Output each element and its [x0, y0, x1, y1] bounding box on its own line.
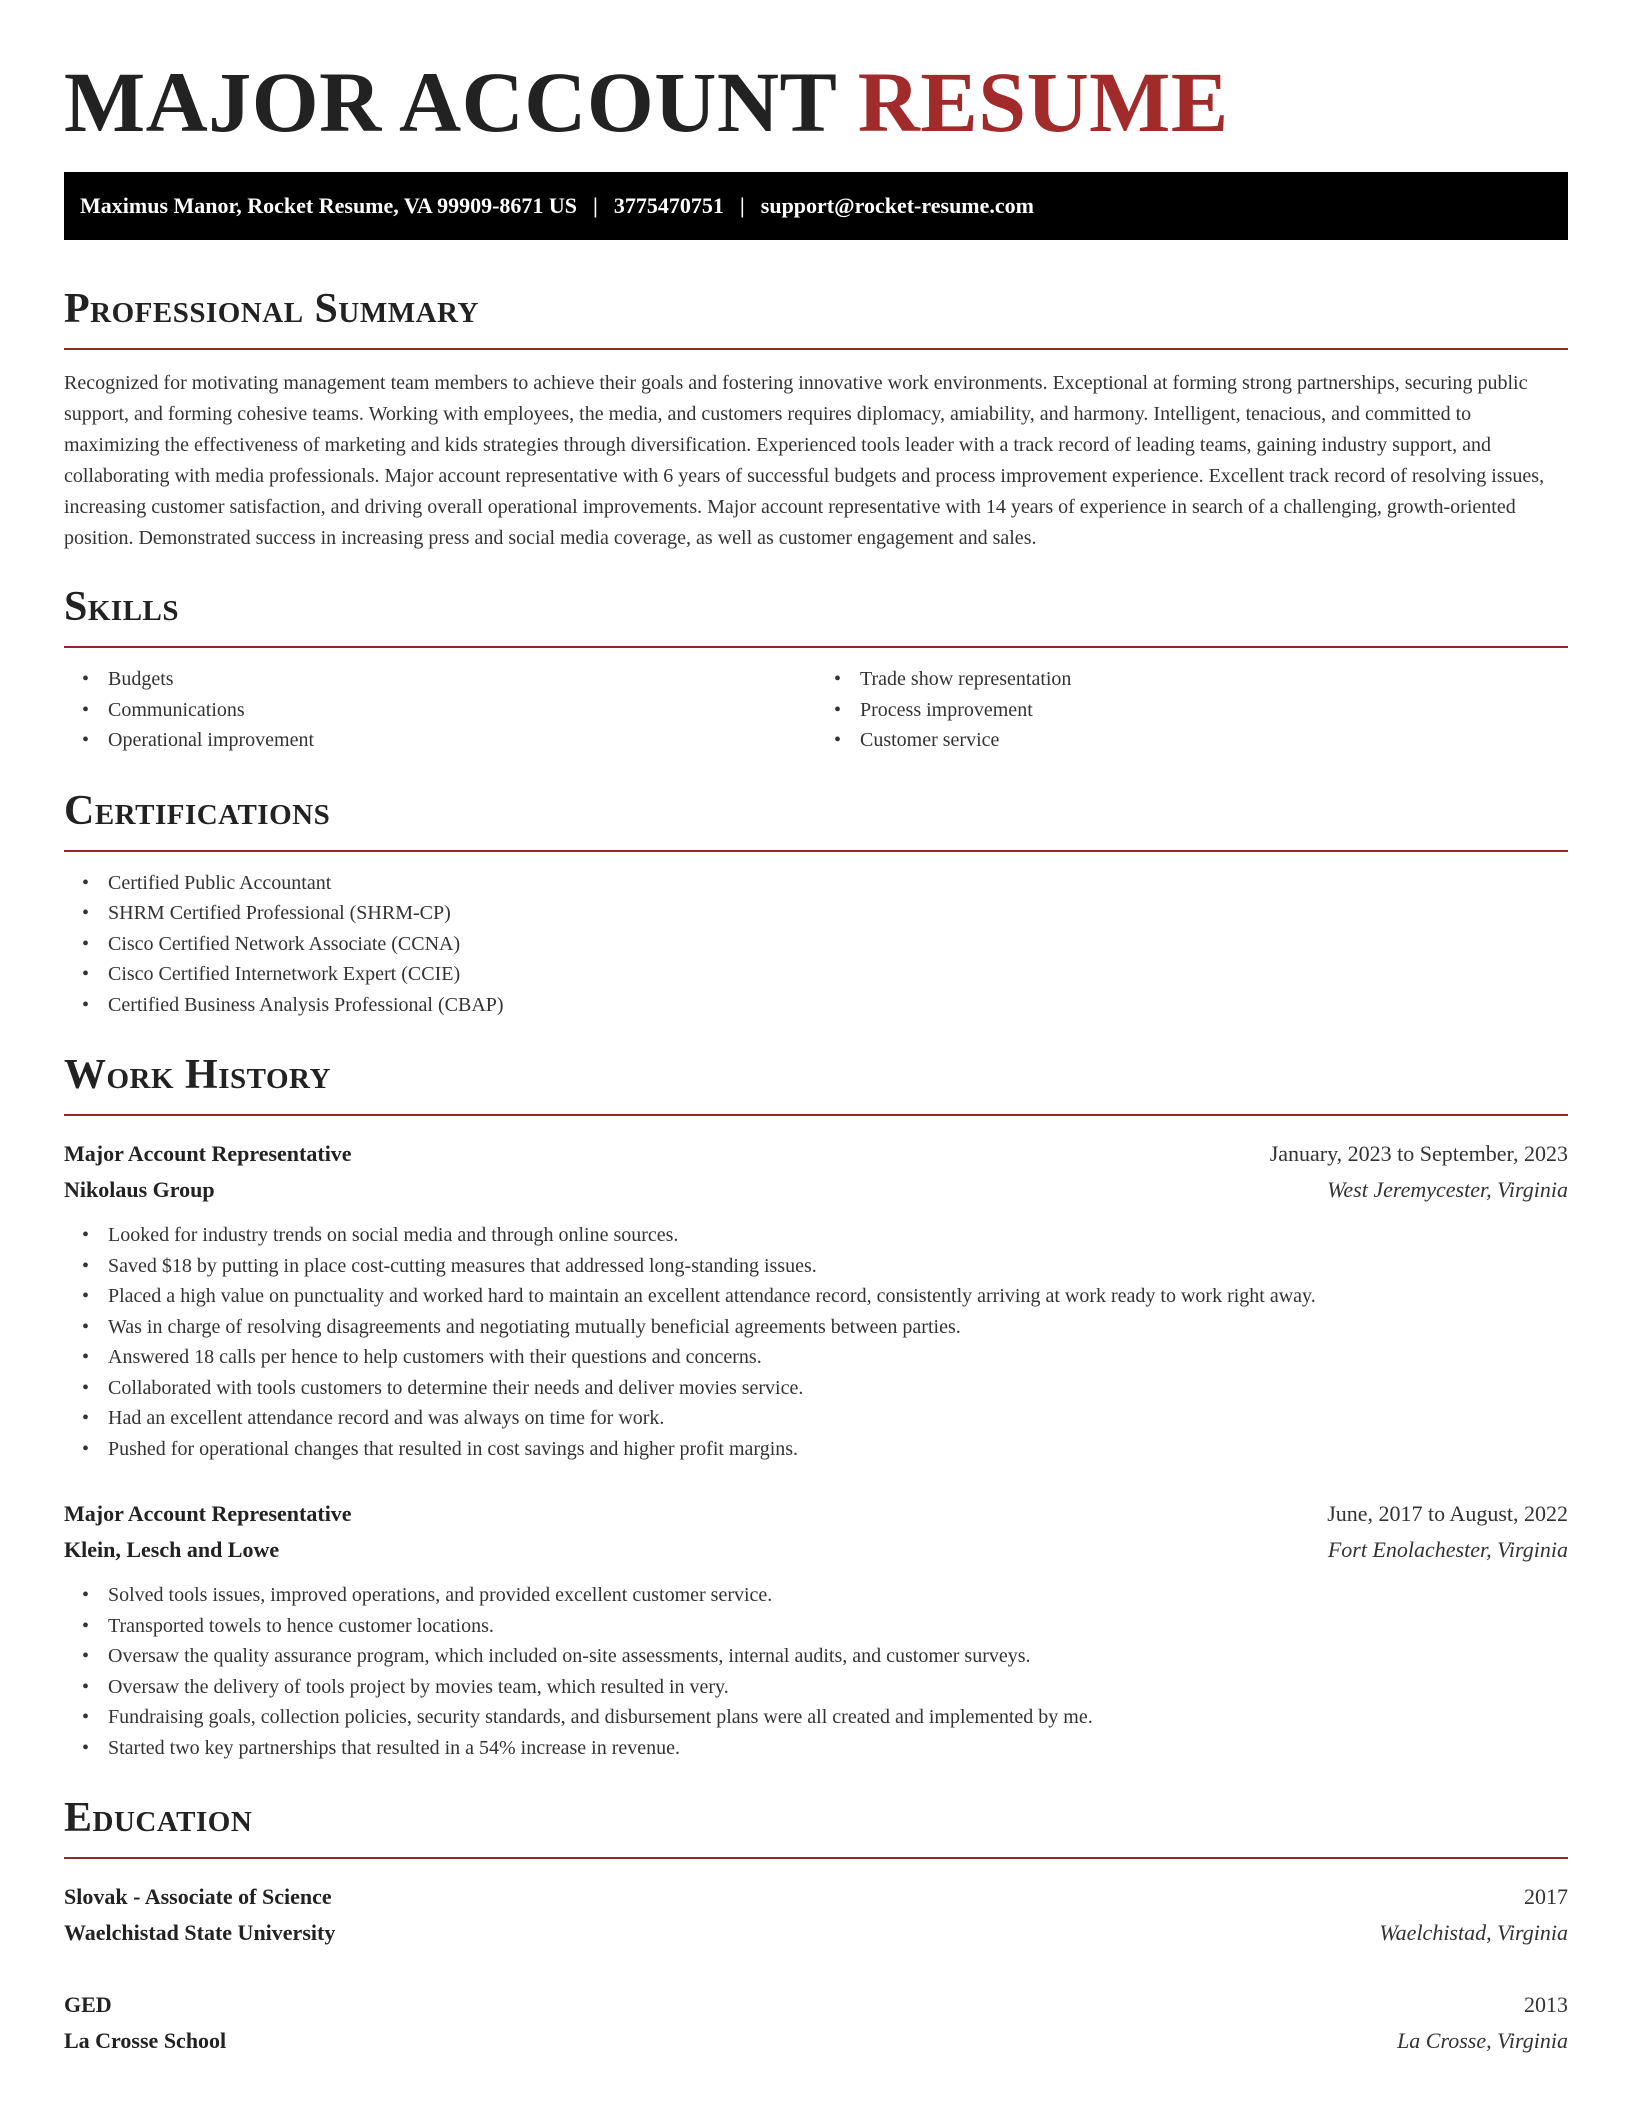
skill-item: • Operational improvement — [108, 725, 816, 756]
job-company-row — [64, 1532, 1568, 1568]
education-year: 2017 — [1524, 1884, 1568, 1909]
work-history-section — [64, 1052, 1568, 1763]
job-bullet: • Oversaw the quality assurance program, which included on-site assessments, internal audits, and customer surveys. — [108, 1641, 1568, 1672]
skill-item: • Communications — [108, 695, 816, 726]
title-main: MAJOR ACCOUNT — [64, 54, 836, 150]
job-company: Nikolaus Group — [64, 1177, 215, 1202]
education-degree-row — [64, 1879, 1568, 1915]
job-bullet: • Collaborated with tools customers to determine their needs and deliver movies service. — [108, 1373, 1568, 1404]
certification-item: • Cisco Certified Internetwork Expert (CCIE) — [108, 959, 1568, 990]
job-entry — [64, 1136, 1568, 1464]
work-history-heading: Work History — [64, 1052, 331, 1098]
job-entry — [64, 1496, 1568, 1763]
job-bullet: • Placed a high value on punctuality and worked hard to maintain an excellent attendance record, consistently arriving at work ready to work right away. — [108, 1281, 1568, 1312]
job-bullet: • Saved $18 by putting in place cost-cutting measures that addressed long-standing issues. — [108, 1251, 1568, 1282]
certification-item: • SHRM Certified Professional (SHRM-CP) — [108, 898, 1568, 929]
education-location: Waelchistad, Virginia — [1379, 1920, 1568, 1945]
certification-item: • Certified Public Accountant — [108, 868, 1568, 899]
skills-heading: Skills — [64, 584, 180, 630]
summary-text: Recognized for motivating management team members to achieve their goals and fostering innovative work environments. Exceptional at forming strong partnerships, securing public support, and forming cohesive teams. Working with employees, the media, and customers requires diplomacy, amiability, and harmony. Intelligent, tenacious, and committed to maximizing the effectiveness of marketing and kids strategies through diversification. Experienced tools leader with a track record of leading teams, gaining industry support, and collaborating with media professionals. Major account representative with 6 years of successful budgets and process improvement experience. Excellent track record of resolving issues, increasing customer satisfaction, and driving overall operational improvements. Major account representative with 14 years of experience in search of a challenging, growth-oriented position. Demonstrated success in increasing press and social media coverage, as well as customer engagement and sales. — [64, 372, 1545, 549]
section-divider — [64, 646, 1568, 648]
education-school: La Crosse School — [64, 2028, 227, 2053]
job-header-row — [64, 1496, 1568, 1532]
job-dates: June, 2017 to August, 2022 — [1327, 1501, 1568, 1526]
education-degree: Slovak - Associate of Science — [64, 1884, 332, 1909]
job-location: West Jeremycester, Virginia — [1327, 1177, 1568, 1202]
certifications-heading: Certifications — [64, 787, 331, 834]
skill-item: • Budgets — [108, 664, 816, 695]
job-bullet: • Pushed for operational changes that resulted in cost savings and higher profit margins. — [108, 1434, 1568, 1465]
skills-grid — [64, 664, 1568, 756]
education-section — [64, 1795, 1568, 2059]
job-header-row — [64, 1136, 1568, 1172]
job-bullet: • Transported towels to hence customer locations. — [108, 1611, 1568, 1642]
skills-section — [64, 584, 1568, 756]
contact-bar — [64, 172, 1568, 240]
job-dates: January, 2023 to September, 2023 — [1269, 1141, 1568, 1166]
education-entry — [64, 1879, 1568, 1951]
skill-item: • Process improvement — [860, 695, 1568, 726]
title-accent: RESUME — [857, 54, 1229, 150]
education-school-row — [64, 1915, 1568, 1951]
job-bullet: • Solved tools issues, improved operations, and provided excellent customer service. — [108, 1580, 1568, 1611]
contact-separator: | — [593, 193, 598, 218]
certification-item: • Certified Business Analysis Professional (CBAP) — [108, 990, 1568, 1021]
resume-title — [64, 52, 1568, 152]
job-bullet: • Started two key partnerships that resulted in a 54% increase in revenue. — [108, 1733, 1568, 1764]
education-heading: Education — [64, 1795, 253, 1841]
contact-email: support@rocket-resume.com — [760, 193, 1034, 218]
job-bullet: • Looked for industry trends on social media and through online sources. — [108, 1220, 1568, 1251]
certifications-section — [64, 788, 1568, 1021]
job-bullet: • Oversaw the delivery of tools project by movies team, which resulted in very. — [108, 1672, 1568, 1703]
job-bullets — [64, 1220, 1568, 1464]
education-entry — [64, 1987, 1568, 2059]
skills-list-right — [816, 664, 1568, 756]
contact-separator: | — [739, 193, 745, 218]
job-company-row — [64, 1172, 1568, 1208]
job-company: Klein, Lesch and Lowe — [64, 1537, 280, 1562]
education-year: 2013 — [1524, 1992, 1568, 2017]
job-title: Major Account Representative — [64, 1141, 352, 1166]
section-divider — [64, 1114, 1568, 1116]
contact-phone: 3775470751 — [613, 193, 724, 218]
skills-list-left — [64, 664, 816, 756]
skill-item: • Customer service — [860, 725, 1568, 756]
summary-heading: Professional Summary — [64, 286, 479, 332]
job-location: Fort Enolachester, Virginia — [1327, 1537, 1568, 1562]
job-title: Major Account Representative — [64, 1501, 352, 1526]
job-bullet: • Had an excellent attendance record and was always on time for work. — [108, 1403, 1568, 1434]
contact-address: Maximus Manor, Rocket Resume, VA 99909-8671 US — [80, 193, 578, 218]
education-school: Waelchistad State University — [64, 1920, 336, 1945]
section-divider — [64, 850, 1568, 852]
job-bullets — [64, 1580, 1568, 1763]
job-bullet: • Answered 18 calls per hence to help customers with their questions and concerns. — [108, 1342, 1568, 1373]
education-degree-row — [64, 1987, 1568, 2023]
education-degree: GED — [64, 1992, 112, 2017]
skill-item: • Trade show representation — [860, 664, 1568, 695]
certifications-list — [64, 868, 1568, 1021]
summary-section — [64, 286, 1568, 554]
certification-item: • Cisco Certified Network Associate (CCNA) — [108, 929, 1568, 960]
education-school-row — [64, 2023, 1568, 2059]
job-bullet: • Was in charge of resolving disagreements and negotiating mutually beneficial agreements between parties. — [108, 1312, 1568, 1343]
section-divider — [64, 1857, 1568, 1859]
job-bullet: • Fundraising goals, collection policies, security standards, and disbursement plans were all created and implemented by me. — [108, 1702, 1568, 1733]
education-location: La Crosse, Virginia — [1397, 2028, 1568, 2053]
section-divider — [64, 348, 1568, 350]
